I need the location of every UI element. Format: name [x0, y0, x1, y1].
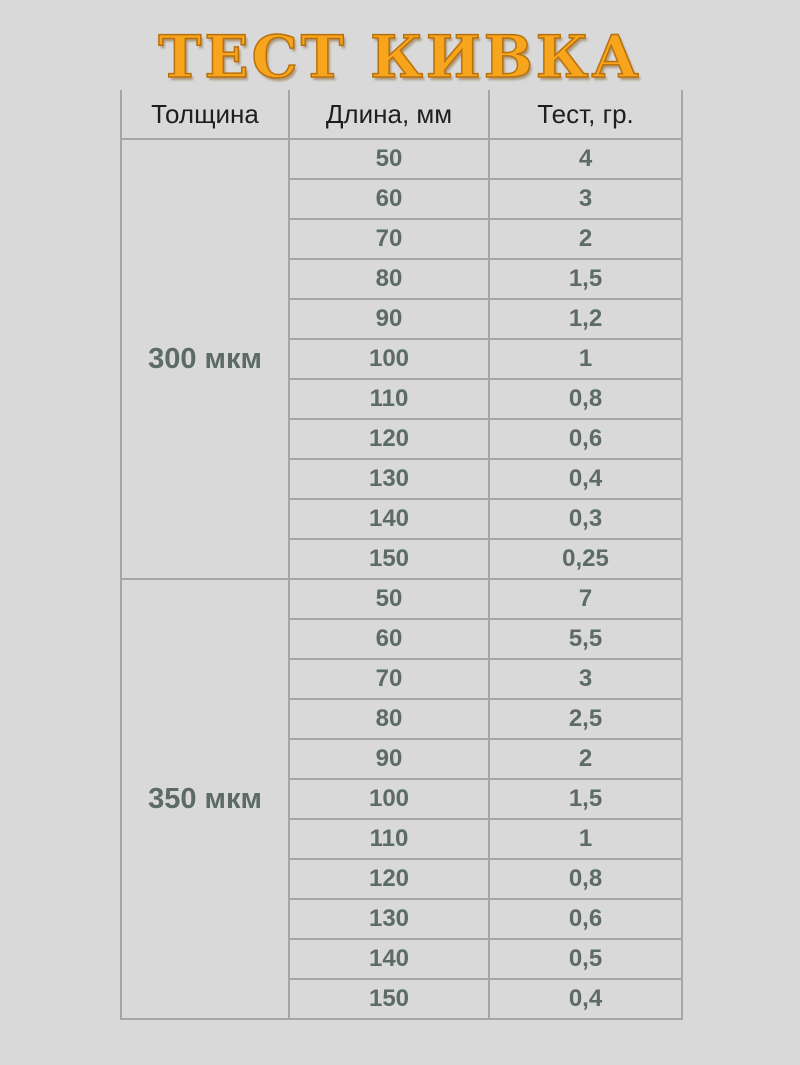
thickness-cell: 350 мкм	[121, 579, 289, 1019]
test-cell: 0,8	[489, 379, 682, 419]
test-cell: 2,5	[489, 699, 682, 739]
test-cell: 3	[489, 179, 682, 219]
test-cell: 1	[489, 819, 682, 859]
length-cell: 130	[289, 459, 489, 499]
test-cell: 5,5	[489, 619, 682, 659]
length-cell: 150	[289, 539, 489, 579]
length-cell: 90	[289, 299, 489, 339]
test-cell: 0,8	[489, 859, 682, 899]
length-cell: 90	[289, 739, 489, 779]
length-cell: 140	[289, 939, 489, 979]
table-row	[121, 579, 682, 619]
length-cell: 60	[289, 619, 489, 659]
length-cell: 50	[289, 139, 489, 179]
test-cell: 0,5	[489, 939, 682, 979]
length-cell: 50	[289, 579, 489, 619]
header-thickness: Толщина	[121, 90, 289, 139]
header-row	[121, 90, 682, 139]
page-title: ТЕСТ КИВКА	[158, 23, 642, 91]
length-cell: 150	[289, 979, 489, 1019]
test-cell: 0,6	[489, 899, 682, 939]
length-cell: 110	[289, 379, 489, 419]
test-cell: 1,2	[489, 299, 682, 339]
length-cell: 60	[289, 179, 489, 219]
test-cell: 1,5	[489, 779, 682, 819]
test-cell: 4	[489, 139, 682, 179]
test-cell: 0,4	[489, 979, 682, 1019]
length-cell: 70	[289, 659, 489, 699]
table-header	[121, 90, 682, 139]
test-cell: 7	[489, 579, 682, 619]
length-cell: 80	[289, 259, 489, 299]
length-cell: 130	[289, 899, 489, 939]
test-cell: 0,25	[489, 539, 682, 579]
test-cell: 2	[489, 739, 682, 779]
header-test: Тест, гр.	[489, 90, 682, 139]
length-cell: 140	[289, 499, 489, 539]
table-row	[121, 139, 682, 179]
test-cell: 2	[489, 219, 682, 259]
test-table	[120, 90, 683, 1020]
test-cell: 0,4	[489, 459, 682, 499]
test-cell: 3	[489, 659, 682, 699]
length-cell: 100	[289, 339, 489, 379]
test-cell: 0,6	[489, 419, 682, 459]
test-cell: 1,5	[489, 259, 682, 299]
length-cell: 80	[289, 699, 489, 739]
length-cell: 110	[289, 819, 489, 859]
thickness-cell: 300 мкм	[121, 139, 289, 579]
test-cell: 0,3	[489, 499, 682, 539]
length-cell: 70	[289, 219, 489, 259]
test-cell: 1	[489, 339, 682, 379]
length-cell: 120	[289, 859, 489, 899]
length-cell: 100	[289, 779, 489, 819]
table-body	[121, 139, 682, 1019]
header-length: Длина, мм	[289, 90, 489, 139]
length-cell: 120	[289, 419, 489, 459]
